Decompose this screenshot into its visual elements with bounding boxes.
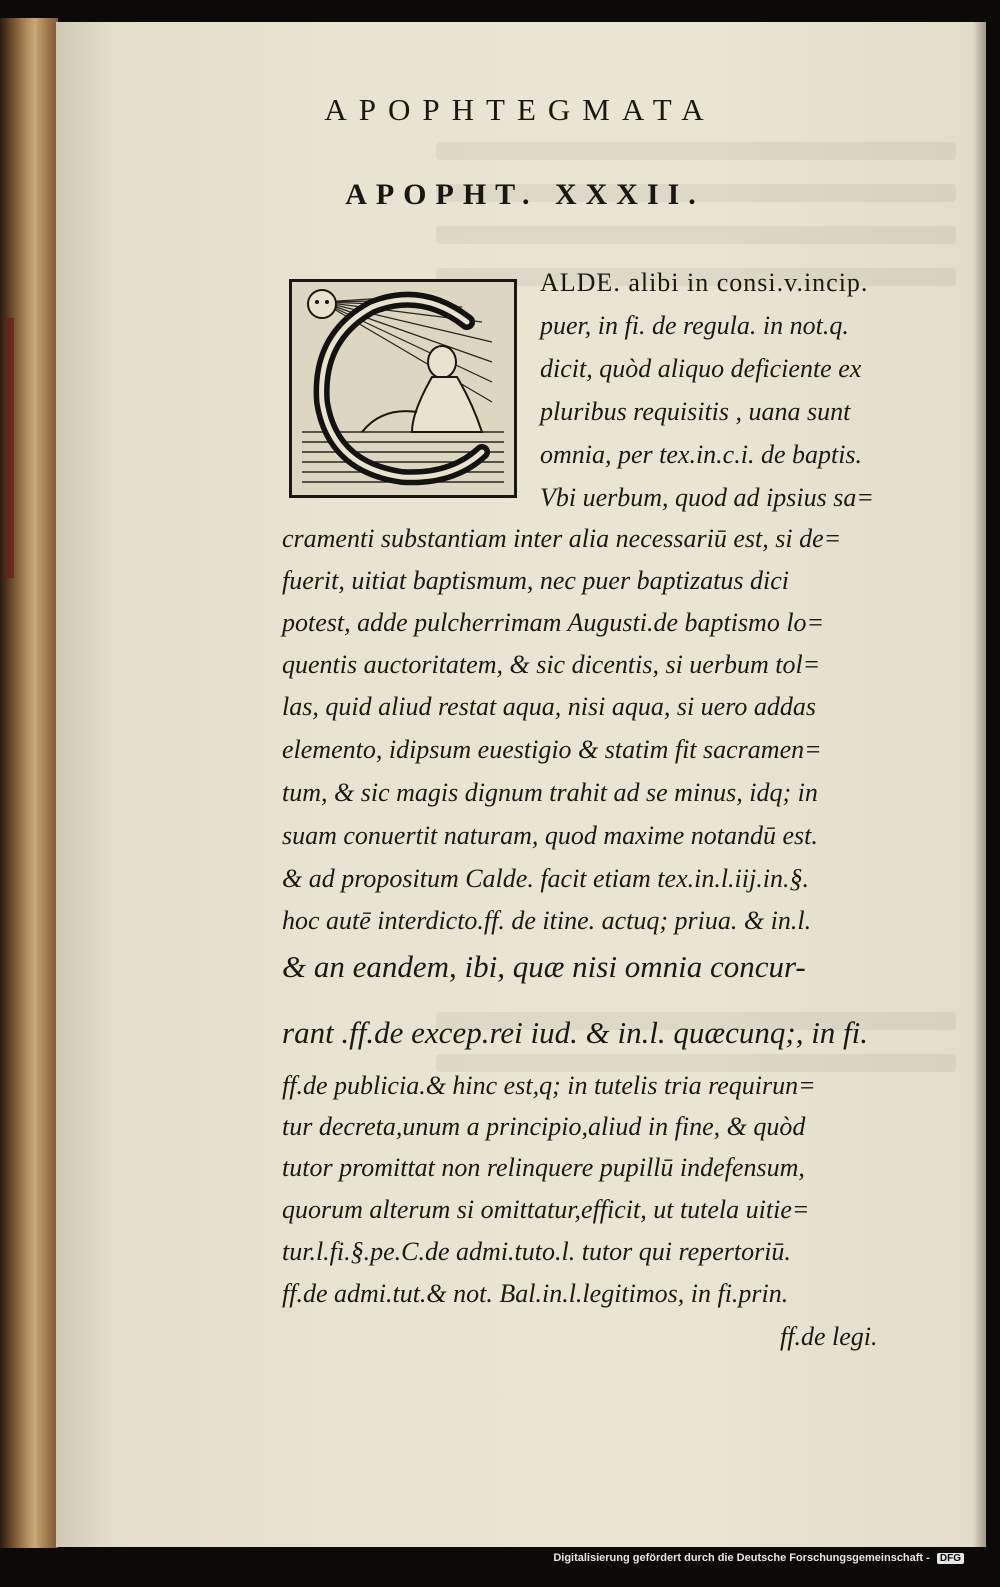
page-gutter-shadow xyxy=(972,22,986,1547)
text-line: quentis auctoritatem, & sic dicentis, si uerbum tol= xyxy=(282,650,821,679)
text-line: dicit, quòd aliquo deficiente ex xyxy=(540,354,862,383)
text-line: tur decreta,unum a principio,aliud in fine, & quòd xyxy=(282,1112,806,1141)
text-line: ff.de publicia.& hinc est,q; in tutelis tria requirun= xyxy=(282,1071,816,1100)
text-line: tur.l.fi.§.pe.C.de admi.tuto.l. tutor qui repertoriū. xyxy=(282,1237,791,1266)
text-line: cramenti substantiam inter alia necessariū est, si de= xyxy=(282,524,842,553)
text-line: elemento, idipsum euestigio & statim fit sacramen= xyxy=(282,735,822,764)
text-line: rant .ff.de excep.rei iud. & in.l. quæcunq;, in fi. xyxy=(282,1015,869,1050)
book-edge xyxy=(0,18,58,1548)
credit-text: Digitalisierung gefördert durch die Deutsche Forschungsgemeinschaft - xyxy=(553,1552,930,1564)
text-line: pluribus requisitis , uana sunt xyxy=(540,397,851,426)
section-title: APOPHT. XXXII. xyxy=(345,178,705,211)
binding-stain xyxy=(6,318,14,578)
text-line: ALDE. alibi in consi.v.incip. xyxy=(540,268,869,297)
dfg-logo-icon: DFG xyxy=(937,1553,964,1564)
text-line: potest, adde pulcherrimam Augusti.de baptismo lo= xyxy=(282,608,825,637)
text-line: las, quid aliud restat aqua, nisi aqua, si uero addas xyxy=(282,692,816,721)
digitization-credit xyxy=(553,1552,964,1564)
text-line: & ad propositum Calde. facit etiam tex.in.l.iij.in.§. xyxy=(282,864,809,893)
text-line: ff.de legi. xyxy=(780,1322,878,1351)
text-line: tutor promittat non relinquere pupillū indefensum, xyxy=(282,1153,805,1182)
woodcut-initial-c xyxy=(289,279,517,498)
text-line: Vbi uerbum, quod ad ipsius sa= xyxy=(540,483,874,512)
text-line: ff.de admi.tut.& not. Bal.in.l.legitimos, in fi.prin. xyxy=(282,1279,789,1308)
text-line: hoc autē interdicto.ff. de itine. actuq; priua. & in.l. xyxy=(282,906,812,935)
text-line: tum, & sic magis dignum trahit ad se minus, idq; in xyxy=(282,778,818,807)
text-line: puer, in fi. de regula. in not.q. xyxy=(540,311,849,340)
text-line: omnia, per tex.in.c.i. de baptis. xyxy=(540,440,863,469)
text-line: suam conuertit naturam, quod maxime notandū est. xyxy=(282,821,818,850)
text-line: fuerit, uitiat baptismum, nec puer baptizatus dici xyxy=(282,566,789,595)
running-head: APOPHTEGMATA xyxy=(324,92,716,127)
text-line: quorum alterum si omittatur,efficit, ut tutela uitie= xyxy=(282,1195,810,1224)
text-line: & an eandem, ibi, quæ nisi omnia concur- xyxy=(282,949,806,984)
